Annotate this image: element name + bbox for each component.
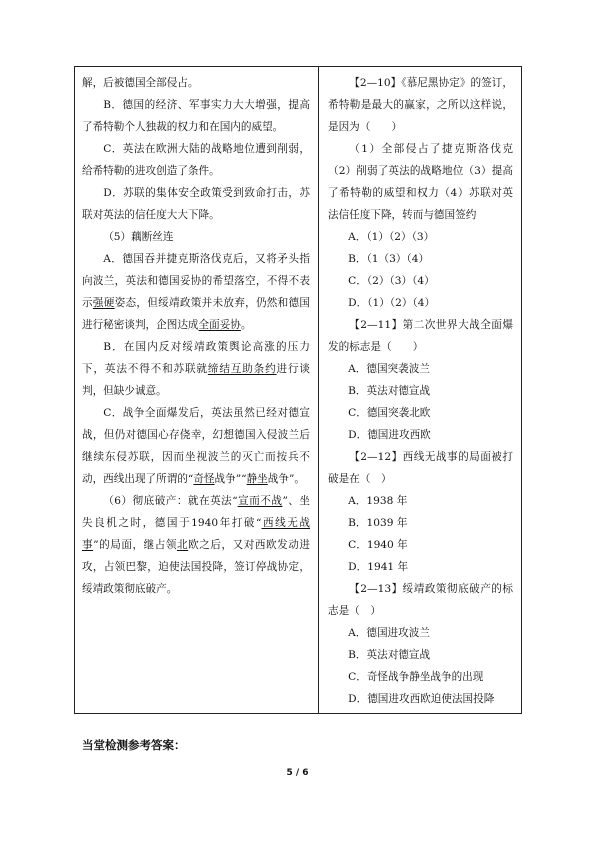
choice-a: A．（1）（2）（3） xyxy=(348,231,435,243)
underlined-term: 静坐 xyxy=(246,473,268,485)
paragraph-cont: 解，后被德国全部侵占。 xyxy=(82,77,199,89)
text: （6）彻底破产：就在英法“ xyxy=(103,495,238,507)
text: ”的局面，继占领 xyxy=(93,539,177,551)
option-b-text: B．德国的经济、军事实力大大增强，提高了希特勒个人独裁的权力和在国内的威望。 xyxy=(82,99,310,133)
text: 战争”“ xyxy=(214,473,247,485)
section5-a xyxy=(82,248,310,336)
choice-a: A．1938 年 xyxy=(348,495,408,507)
choice-c: C．1940 年 xyxy=(348,539,408,551)
section5-c xyxy=(82,402,310,490)
text: 姿态，但绥靖政策并未放弃，仍然和德国进行秘密谈判，企图达成 xyxy=(82,297,311,331)
text: A．德国吞并捷克斯洛伐克后，又将矛头指向波兰，英法和德国妥协的希望落空，不得不表示 xyxy=(82,253,310,309)
choice-d: D．1941 年 xyxy=(348,561,409,573)
choice-d: D．德国进攻西欧迫使法国投降 xyxy=(348,693,495,705)
content-table xyxy=(74,66,522,714)
choice-d: D．（1）（2）（4） xyxy=(348,297,436,309)
text: 战争”。 xyxy=(267,473,305,485)
text: ”、坐失良机之时，德国于1940年打破“ xyxy=(82,495,311,529)
question-2-11: 【2—11】第二次世界大战全面爆发的标志是（ ） xyxy=(328,319,513,353)
underlined-term: 全面妥协 xyxy=(198,319,241,331)
choice-a: A．德国进攻波兰 xyxy=(348,627,430,639)
choice-b: B．英法对德宣战 xyxy=(348,385,431,397)
right-column xyxy=(319,67,521,713)
option-d-text: D．苏联的集体安全政策受到致命打击，苏联对英法的信任度大大下降。 xyxy=(82,187,310,221)
underlined-term: 北 xyxy=(177,539,189,551)
underlined-term: 宣而不战 xyxy=(237,495,283,507)
left-column xyxy=(75,67,319,713)
choice-a: A．德国突袭波兰 xyxy=(348,363,430,375)
choice-c: C．德国突袭北欧 xyxy=(348,407,431,419)
choice-c: C．奇怪战争静坐战争的出现 xyxy=(348,671,484,683)
choice-c: C．（2）（3）（4） xyxy=(348,275,435,287)
option-c-text: C．英法在欧洲大陆的战略地位遭到削弱，给希特勒的进攻创造了条件。 xyxy=(82,143,310,177)
question-2-10-body: （1）全部侵占了捷克斯洛伐克（2）削弱了英法的战略地位（3）提高了希特勒的威望和权力（4）苏联对英法信任度下降，转而与德国签约 xyxy=(328,143,513,221)
section5-b xyxy=(82,336,310,402)
underlined-term: 奇怪 xyxy=(193,473,215,485)
section-heading-5: （5）藕断丝连 xyxy=(103,231,174,243)
text: 。 xyxy=(240,319,252,331)
choice-b: B．（1（3）（4） xyxy=(348,253,430,265)
question-2-10: 【2—10】《慕尼黑协定》的签订，希特勒是最大的赢家，之所以这样说，是因为（ ） xyxy=(328,77,513,133)
section-heading-6 xyxy=(82,490,310,600)
text: C．战争全面爆发后，英法虽然已经对德宣战，但仍对德国心存侥幸，幻想德国入侵波兰后继续东侵苏联，因而坐视波兰的灭亡而按兵不动，西线出现了所谓的“ xyxy=(82,407,310,485)
question-2-13: 【2—13】绥靖政策彻底破产的标志是（ ） xyxy=(328,583,513,617)
page-number: 5 / 6 xyxy=(286,768,309,778)
question-2-12: 【2—12】西线无战事的局面被打破是在（ ） xyxy=(328,451,513,485)
underlined-term: 强硬 xyxy=(92,297,115,309)
text: 欧之后，又对西欧发动进攻，占领巴黎，迫使法国投降，签订停战协定，绥靖政策彻底破产。 xyxy=(82,539,311,595)
text: 进行谈判，但缺少诚意。 xyxy=(82,363,311,397)
underlined-term: 缔结互助条约 xyxy=(207,363,277,375)
choice-b: B．英法对德宣战 xyxy=(348,649,431,661)
choice-b: B．1039 年 xyxy=(348,517,408,529)
text: B．在国内反对绥靖政策舆论高涨的压力下，英法不得不和苏联就 xyxy=(82,341,310,375)
underlined-term: 西线无战事 xyxy=(82,517,310,551)
answers-heading: 当堂检测参考答案： xyxy=(82,738,186,752)
choice-d: D．德国进攻西欧 xyxy=(348,429,431,441)
